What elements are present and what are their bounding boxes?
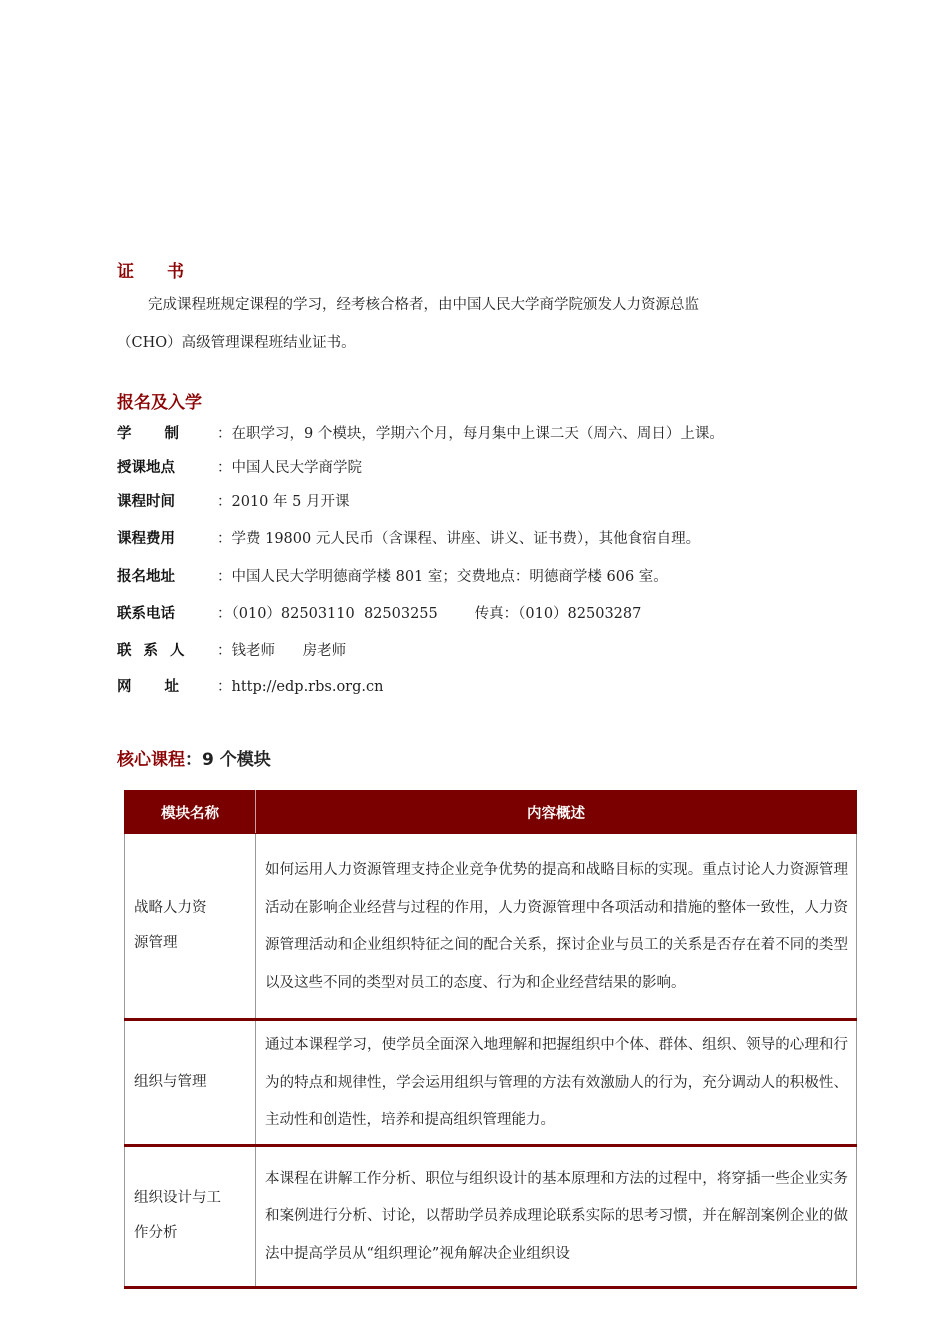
module-description: 如何运用人力资源管理支持企业竞争优势的提高和战略目标的实现。重点讨论人力资源管理活动在影响企业经营与过程的作用，人力资源管理中各项活动和措施的整体一致性，人力资源管理活动和企业组织特征之间的配合关系，探讨企业与员工的关系是否存在着不同的类型以及这些不同的类型对员工的态度、行为和企业经营结果的影响。: [256, 834, 857, 1020]
table-row: [125, 834, 857, 1020]
info-row-location: [117, 458, 362, 478]
module-description: 通过本课程学习，使学员全面深入地理解和把握组织中个体、群体、组织、领导的心理和行为的特点和规律性，学会运用组织与管理的方法有效激励人的行为，充分调动人的积极性、主动性和创造性，培养和提高组织管理能力。: [256, 1020, 857, 1146]
info-row-phone: [117, 604, 641, 624]
column-header-module-name: 模块名称: [125, 791, 256, 834]
info-row-website: [117, 677, 383, 697]
info-label: 网址: [117, 679, 212, 695]
info-value: ：钱老师 房老师: [217, 643, 347, 659]
info-row-time: [117, 492, 349, 512]
info-row-address: [117, 567, 668, 587]
info-value: ：2010 年 5 月开课: [217, 494, 350, 510]
info-value: ：学费 19800 元人民币（含课程、讲座、讲义、证书费），其他食宿自理。: [217, 531, 701, 547]
core-course-heading: [117, 745, 271, 770]
info-label: 联系人: [117, 643, 197, 659]
module-name: 组织与管理: [125, 1020, 256, 1146]
info-label: 联系电话: [117, 606, 175, 622]
info-value: ：（010）82503110 82503255 传真：（010）82503287: [217, 606, 642, 622]
info-value: ：中国人民大学商学院: [217, 460, 362, 476]
certificate-heading: 证书: [117, 262, 217, 282]
info-label: 授课地点: [117, 460, 175, 476]
info-label: 学制: [117, 426, 212, 442]
module-name: 组织设计与工作分析: [125, 1145, 256, 1287]
info-value: ：在职学习，9 个模块，学期六个月，每月集中上课二天（周六、周日）上课。: [217, 426, 724, 442]
table-header-row: [125, 791, 857, 834]
info-label: 课程时间: [117, 494, 175, 510]
info-row-contact: [117, 641, 346, 661]
info-label: 课程费用: [117, 531, 175, 547]
table-row: [125, 1020, 857, 1146]
info-value website-link[interactable]: ：http://edp.rbs.org.cn: [217, 679, 384, 695]
enrollment-heading: 报名及入学: [117, 393, 202, 413]
info-label: 报名地址: [117, 569, 175, 585]
core-heading-rest: ：9 个模块: [185, 750, 271, 770]
column-header-content: 内容概述: [256, 791, 857, 834]
certificate-text-line1: 完成课程班规定课程的学习，经考核合格者，由中国人民大学商学院颁发人力资源总监: [148, 297, 699, 313]
info-row-duration: [117, 424, 724, 444]
info-value: ：中国人民大学明德商学楼 801 室；交费地点：明德商学楼 606 室。: [217, 569, 668, 585]
module-description: 本课程在讲解工作分析、职位与组织设计的基本原理和方法的过程中，将穿插一些企业实务和案例进行分析、讨论，以帮助学员养成理论联系实际的思考习惯，并在解剖案例企业的做法中提高学员从“组织理论”视角解决企业组织设: [256, 1145, 857, 1287]
certificate-text-line2: （CHO）高级管理课程班结业证书。: [117, 335, 356, 351]
table-row: [125, 1145, 857, 1287]
core-heading-red: 核心课程: [117, 750, 185, 770]
course-table: [124, 790, 857, 1289]
info-row-fee: [117, 529, 700, 549]
module-name: 战略人力资源管理: [125, 834, 256, 1020]
